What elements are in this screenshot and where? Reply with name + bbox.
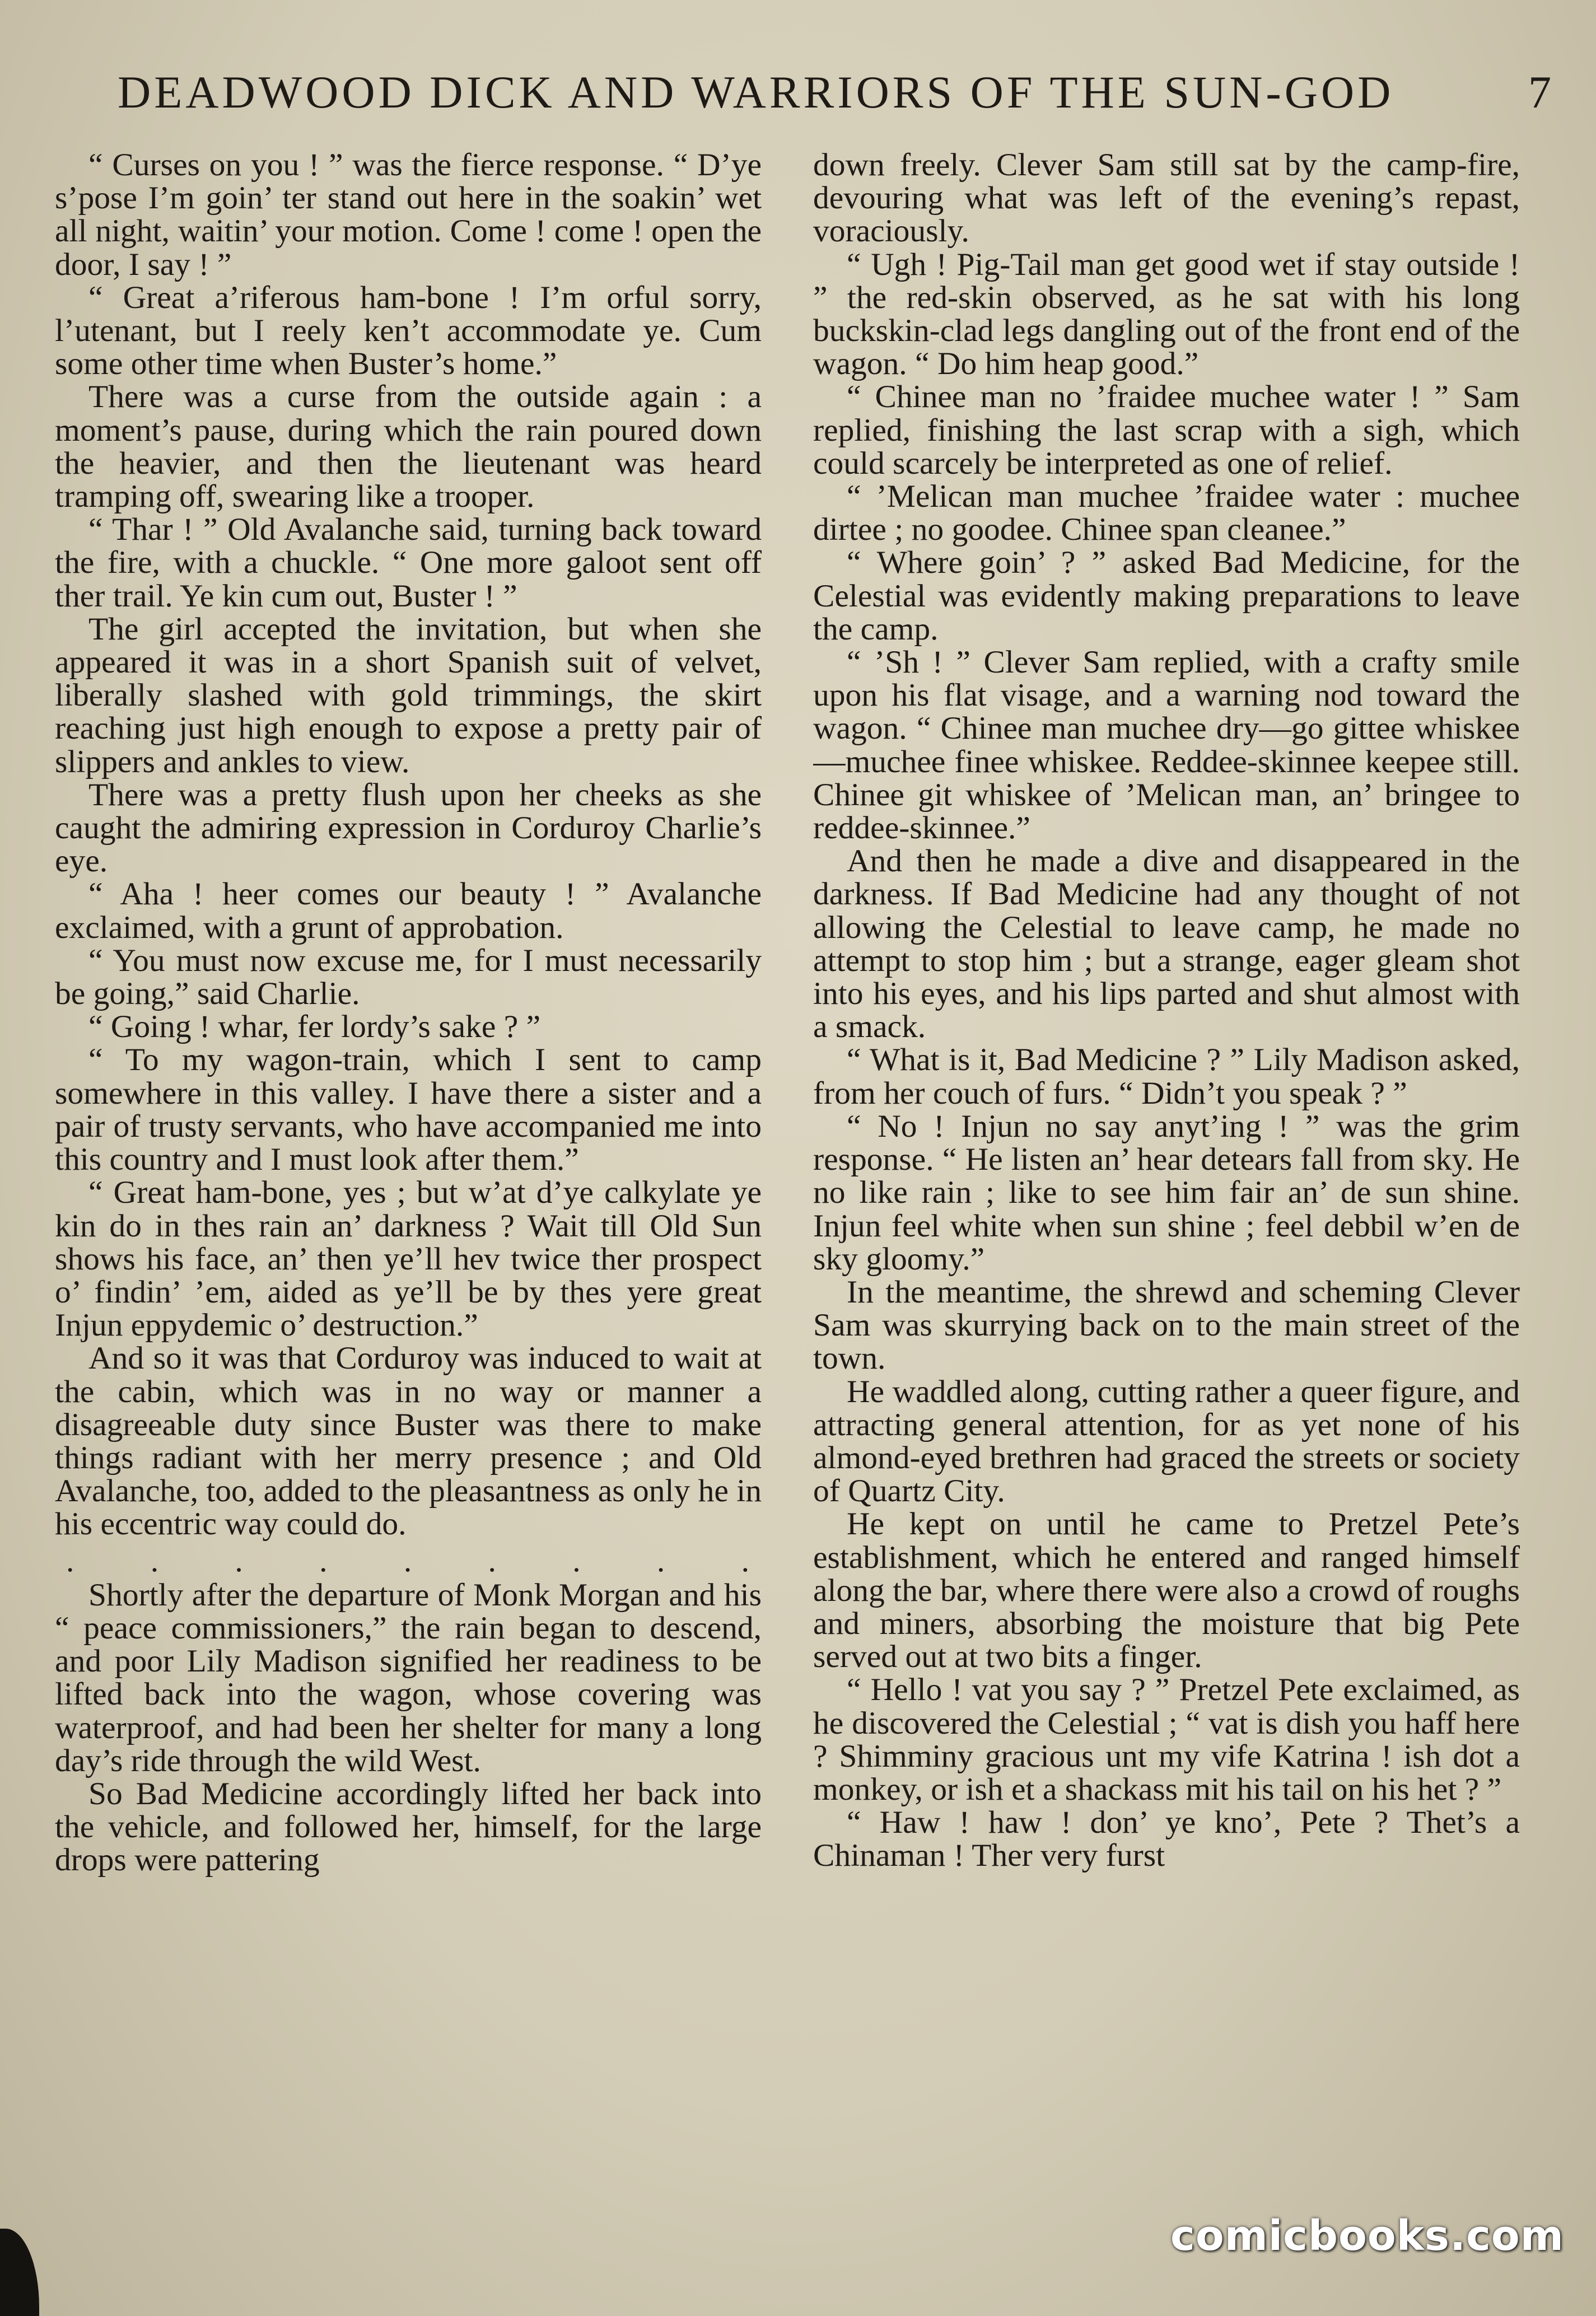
paragraph: “ What is it, Bad Medicine ? ” Lily Madison asked, from her couch of furs. “ Didn’t you speak ? ” <box>813 1042 1520 1111</box>
left-text-column <box>55 148 762 2265</box>
header-title: DEADWOOD DICK AND WARRIORS OF THE SUN-GOD <box>118 67 1394 118</box>
paragraph: “ Aha ! heer comes our beauty ! ” Avalanche exclaimed, with a grunt of approbation. <box>55 876 762 945</box>
running-header <box>118 66 1551 133</box>
paragraph: Shortly after the departure of Monk Morgan and his “ peace commissioners,” the rain began to descend, and poor Lily Madison signified her readiness to be lifted back into the wagon, whose covering was waterproof, and had been her shelter for many a long day’s ride through the wild West. <box>55 1577 762 1778</box>
paragraph: “ Ugh ! Pig-Tail man get good wet if stay outside ! ” the red-skin observed, as he sat with his long buckskin-clad legs dangling out of the front end of the wagon. “ Do him heap good.” <box>813 246 1520 382</box>
section-separator: . . . . . . . . . <box>66 1543 750 1579</box>
page-number: 7 <box>1528 67 1551 118</box>
paragraph: “ Thar ! ” Old Avalanche said, turning back toward the fire, with a chuckle. “ One more galoot sent off ther trail. Ye kin cum out, Buster ! ” <box>55 512 762 614</box>
paragraph: “ You must now excuse me, for I must necessarily be going,” said Charlie. <box>55 942 762 1012</box>
paragraph: “ ’Sh ! ” Clever Sam replied, with a crafty smile upon his flat visage, and a warning nod toward the wagon. “ Chinee man muchee dry—go gittee whiskee—muchee finee whiskee. Reddee-skinnee keepee still. Chinee git whiskee of ’Melican man, an’ bringee to reddee-skinnee.” <box>813 645 1520 846</box>
paragraph: In the meantime, the shrewd and scheming Clever Sam was skurrying back on to the main street of the town. <box>813 1274 1520 1376</box>
page-corner-shadow <box>0 2229 39 2316</box>
paragraph: “ To my wagon-train, which I sent to camp somewhere in this valley. I have there a sister and a pair of trusty servants, who have accompanied me into this country and I must look after them.” <box>55 1042 762 1178</box>
paragraph: “ Great ham-bone, yes ; but w’at d’ye calkylate ye kin do in thes rain an’ darkness ? Wait till Old Sun shows his face, an’ then ye’ll hev twice ther prospect o’ findin’ ’em, aided as ye’ll be by thes yere great Injun eppydemic o’ destruction.” <box>55 1175 762 1343</box>
paragraph: So Bad Medicine accordingly lifted her back into the vehicle, and followed her, himself, for the large drops were pattering <box>55 1776 762 1878</box>
paragraph: And so it was that Corduroy was induced to wait at the cabin, which was in no way or manner a disagreeable duty since Buster was there to make things radiant with her merry presence ; and Old Avalanche, too, added to the pleasantness as only he in his eccentric way could do. <box>55 1341 762 1542</box>
paragraph: And then he made a dive and disappeared in the darkness. If Bad Medicine had any thought of not allowing the Celestial to leave camp, he made no attempt to stop him ; but a strange, eager gleam shot into his eyes, and his lips parted and shut almost with a smack. <box>813 843 1520 1045</box>
paragraph: He kept on until he came to Pretzel Pete’s establishment, which he entered and ranged himself along the bar, where there were also a crowd of roughs and miners, absorbing the moisture that big Pete served out at two bits a finger. <box>813 1506 1520 1675</box>
paragraph: “ Hello ! vat you say ? ” Pretzel Pete exclaimed, as he discovered the Celestial ; “ vat is dish you haff here ? Shimminy gracious unt my vife Katrina ! ish dot a monkey, or ish et a shackass mit his tail on his het ? ” <box>813 1672 1520 1807</box>
paragraph: “ Great a’riferous ham-bone ! I’m orful sorry, l’utenant, but I reely ken’t accommodate ye. Cum some other time when Buster’s home.” <box>55 279 762 382</box>
paragraph: “ Going ! whar, fer lordy’s sake ? ” <box>88 1009 541 1045</box>
watermark: comicbooks.com <box>1170 2212 1564 2260</box>
paragraph: There was a curse from the outside again : a moment’s pause, during which the rain poured down the heavier, and then the lieutenant was heard tramping off, swearing like a trooper. <box>55 379 762 515</box>
paragraph: “ Where goin’ ? ” asked Bad Medicine, for the Celestial was evidently making preparations to leave the camp. <box>813 545 1520 647</box>
paragraph: “ Chinee man no ’fraidee muchee water ! ” Sam replied, finishing the last scrap with a sigh, which could scarcely be interpreted as one of relief. <box>813 379 1520 481</box>
paragraph: The girl accepted the invitation, but when she appeared it was in a short Spanish suit of velvet, liberally slashed with gold trimmings, the skirt reaching just high enough to expose a pretty pair of slippers and ankles to view. <box>55 611 762 779</box>
paragraph: He waddled along, cutting rather a queer figure, and attracting general attention, for as yet none of his almond-eyed brethren had graced the streets or society of Quartz City. <box>813 1374 1520 1509</box>
paragraph: “ Haw ! haw ! don’ ye kno’, Pete ? Thet’s a Chinaman ! Ther very furst <box>813 1805 1520 1874</box>
right-text-column <box>813 148 1520 2265</box>
paragraph: “ Curses on you ! ” was the fierce response. “ D’ye s’pose I’m goin’ ter stand out here in the soakin’ wet all night, waitin’ your motion. Come ! come ! open the door, I say ! ” <box>55 148 762 282</box>
paragraph: “ No ! Injun no say anyt’ing ! ” was the grim response. “ He listen an’ hear detears fall from sky. He no like rain ; like to see him fair an’ de sun shine. Injun feel white when sun shine ; feel debbil w’en de sky gloomy.” <box>813 1108 1520 1277</box>
paragraph: “ ’Melican man muchee ’fraidee water : muchee dirtee ; no goodee. Chinee span cleanee.” <box>813 479 1520 548</box>
paragraph: down freely. Clever Sam still sat by the camp-fire, devouring what was left of the evening’s repast, voraciously. <box>813 148 1520 249</box>
paragraph: There was a pretty flush upon her cheeks as she caught the admiring expression in Corduroy Charlie’s eye. <box>55 777 762 879</box>
